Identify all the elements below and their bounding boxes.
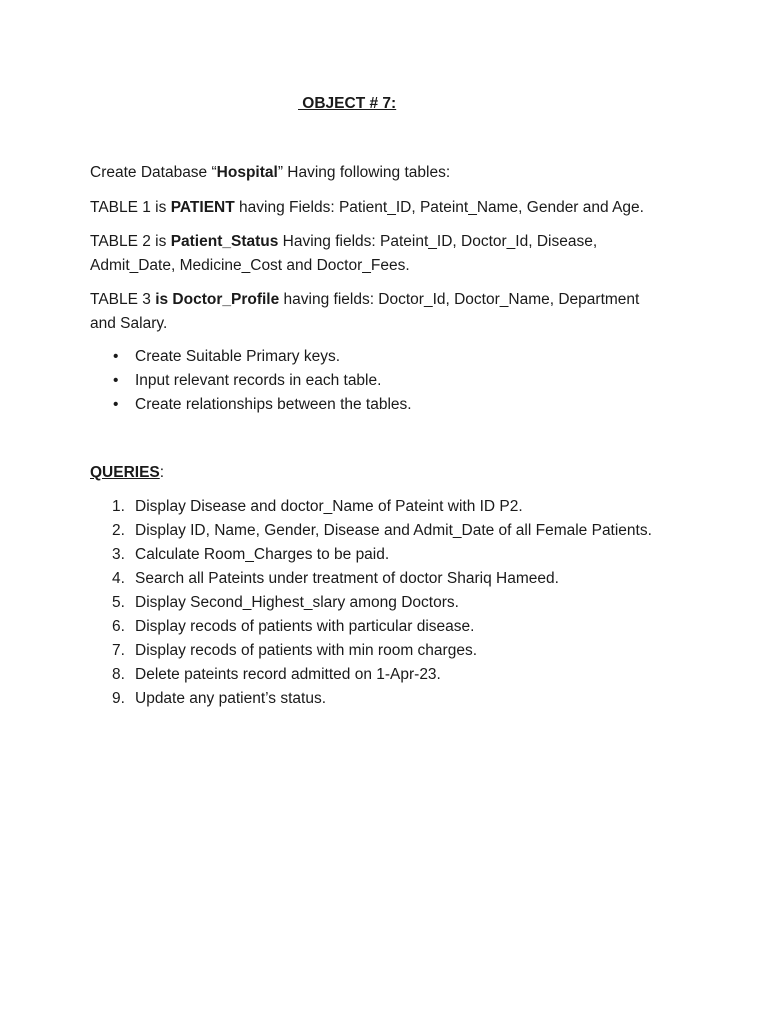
query-text: Search all Pateints under treatment of doctor Shariq Hameed. bbox=[135, 570, 559, 587]
list-item bbox=[90, 687, 652, 711]
intro-post: ” Having following tables: bbox=[277, 164, 451, 181]
list-item bbox=[90, 345, 412, 369]
table-1-post: having Fields: Patient_ID, Pateint_Name, Gender and Age. bbox=[234, 199, 644, 216]
bullet-icon: • bbox=[113, 396, 119, 413]
bullet-icon: • bbox=[113, 348, 119, 365]
table-2-name: Patient_Status bbox=[170, 233, 279, 250]
list-item bbox=[90, 663, 652, 687]
table-1-paragraph bbox=[90, 196, 690, 220]
query-text: Display Disease and doctor_Name of Pateint with ID P2. bbox=[135, 498, 523, 515]
queries-heading bbox=[90, 461, 164, 485]
queries-list bbox=[90, 495, 652, 711]
query-number: 1. bbox=[112, 498, 125, 515]
query-number: 2. bbox=[112, 522, 125, 539]
table-1-pre: TABLE 1 is bbox=[90, 199, 171, 216]
table-3-name: is Doctor_Profile bbox=[155, 291, 280, 308]
query-number: 7. bbox=[112, 642, 125, 659]
intro-paragraph bbox=[90, 161, 690, 185]
bullet-text: Create Suitable Primary keys. bbox=[135, 348, 341, 365]
bullet-icon: • bbox=[113, 372, 119, 389]
bullet-text: Input relevant records in each table. bbox=[135, 372, 382, 389]
query-number: 6. bbox=[112, 618, 125, 635]
query-number: 5. bbox=[112, 594, 125, 611]
table-1-name: PATIENT bbox=[170, 199, 235, 216]
list-item bbox=[90, 519, 652, 543]
query-text: Display recods of patients with min room charges. bbox=[135, 642, 478, 659]
query-number: 8. bbox=[112, 666, 125, 683]
query-text: Display recods of patients with particular disease. bbox=[135, 618, 475, 635]
list-item bbox=[90, 543, 652, 567]
queries-colon: : bbox=[159, 464, 165, 481]
list-item bbox=[90, 369, 412, 393]
list-item bbox=[90, 591, 652, 615]
queries-label: QUERIES bbox=[90, 464, 160, 481]
query-text: Display Second_Highest_slary among Doctors. bbox=[135, 594, 459, 611]
query-number: 4. bbox=[112, 570, 125, 587]
table-2-pre: TABLE 2 is bbox=[90, 233, 171, 250]
query-text: Update any patient’s status. bbox=[135, 690, 327, 707]
table-3-post: having fields: Doctor_Id, Doctor_Name, Department and Salary. bbox=[90, 291, 640, 332]
table-3-paragraph bbox=[90, 288, 660, 336]
database-name: Hospital bbox=[216, 164, 278, 181]
query-text: Delete pateints record admitted on 1-Apr-23. bbox=[135, 666, 441, 683]
list-item bbox=[90, 615, 652, 639]
list-item bbox=[90, 567, 652, 591]
query-number: 3. bbox=[112, 546, 125, 563]
table-3-pre: TABLE 3 bbox=[90, 291, 156, 308]
list-item bbox=[90, 639, 652, 663]
list-item bbox=[90, 393, 412, 417]
page-title: OBJECT # 7: bbox=[298, 95, 397, 112]
list-item bbox=[90, 495, 652, 519]
intro-pre: Create Database “ bbox=[90, 164, 217, 181]
bullet-text: Create relationships between the tables. bbox=[135, 396, 412, 413]
query-text: Calculate Room_Charges to be paid. bbox=[135, 546, 390, 563]
table-2-paragraph bbox=[90, 230, 610, 278]
query-text: Display ID, Name, Gender, Disease and Admit_Date of all Female Patients. bbox=[135, 522, 652, 539]
task-bullet-list bbox=[90, 345, 412, 417]
query-number: 9. bbox=[112, 690, 125, 707]
table-2-post: Having fields: Pateint_ID, Doctor_Id, Disease, Admit_Date, Medicine_Cost and Doctor_Fees. bbox=[90, 233, 598, 274]
